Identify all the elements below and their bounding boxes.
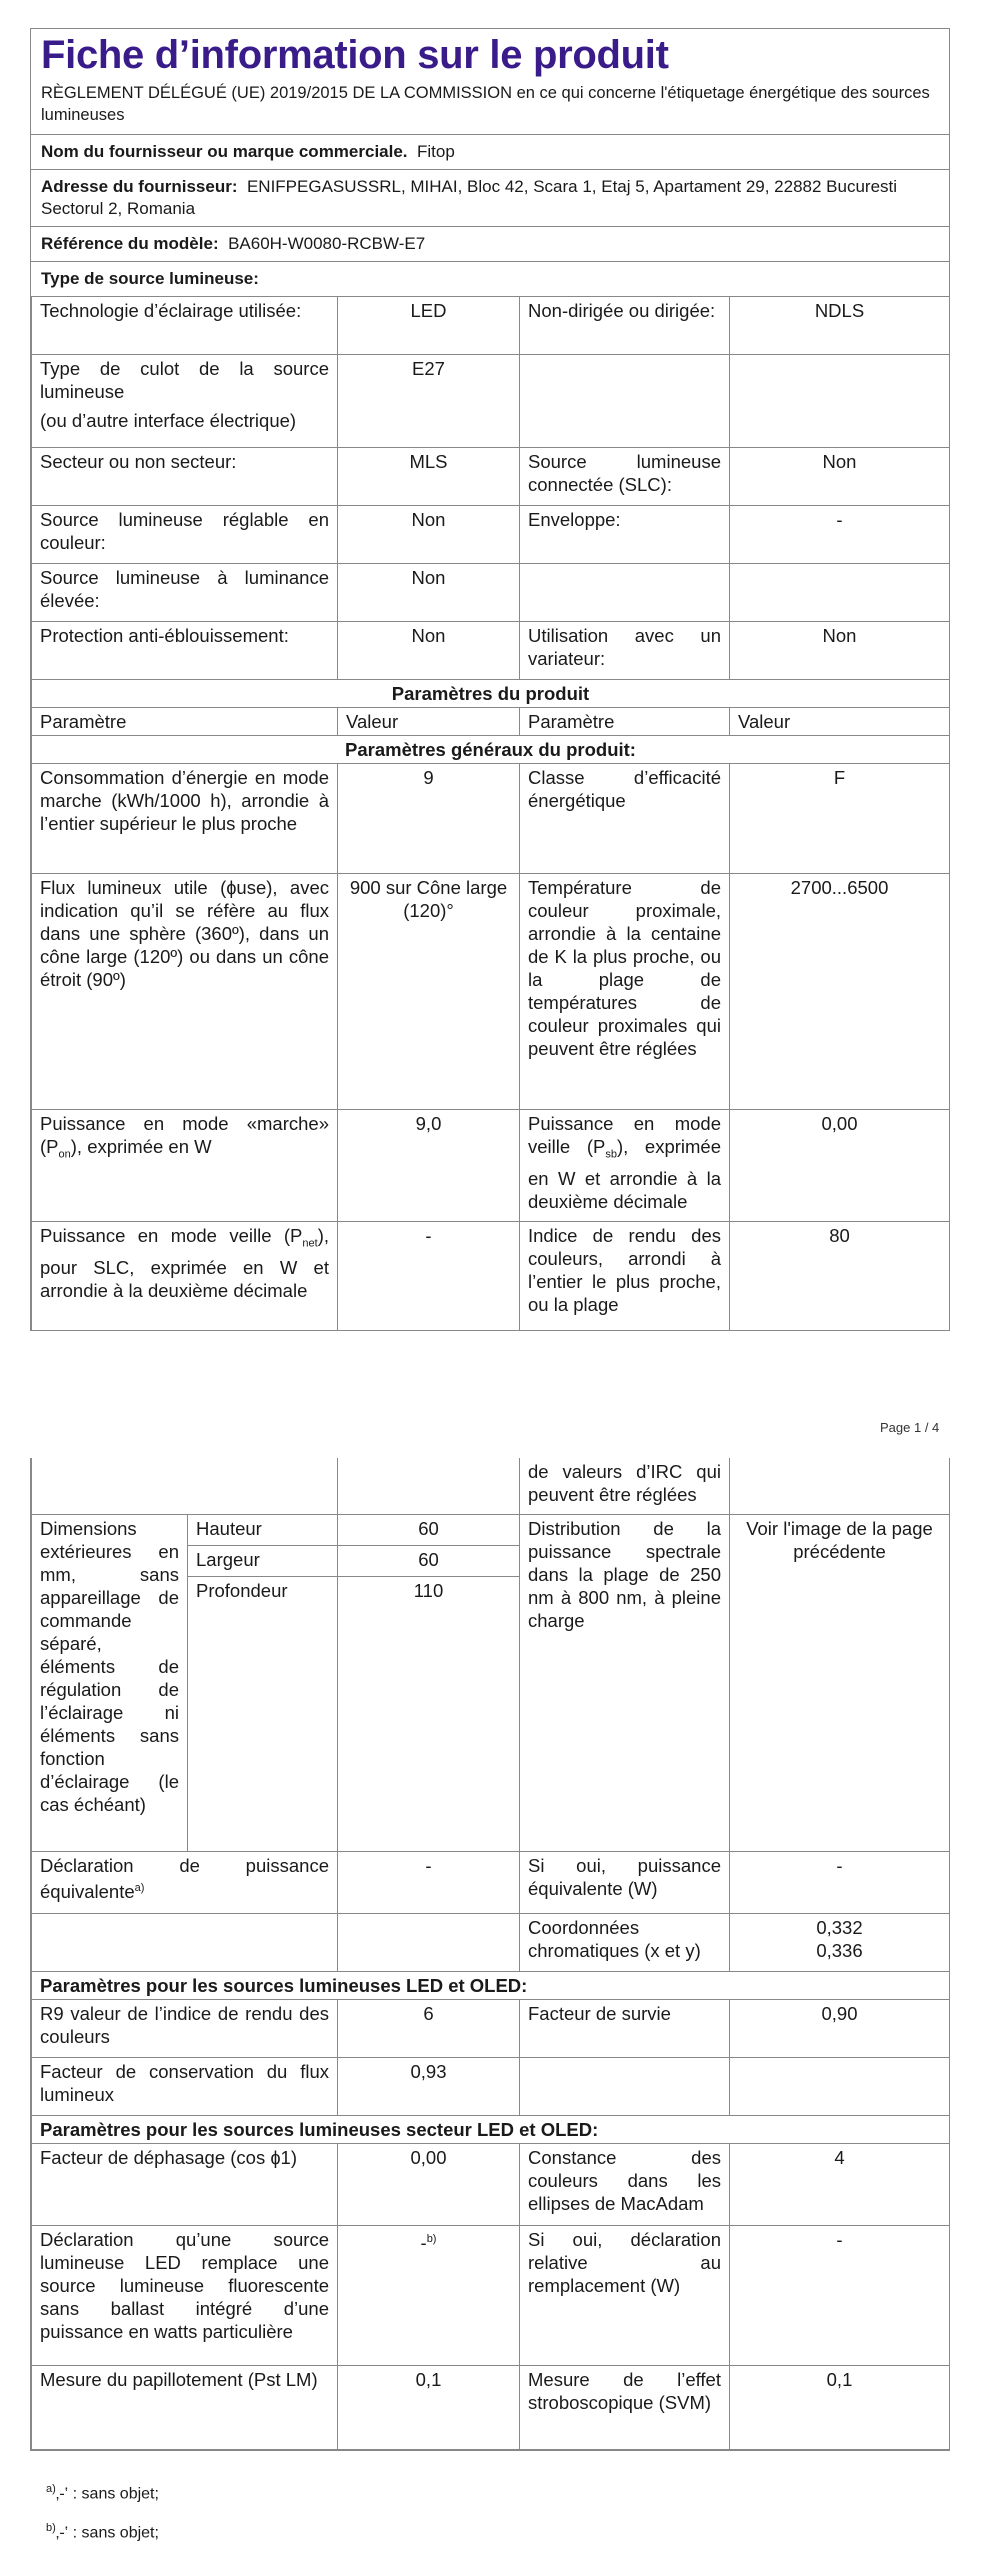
supplier-name-value: Fitop xyxy=(416,142,455,161)
cap-type-value: E27 xyxy=(338,355,520,448)
supplier-name-row xyxy=(31,135,949,170)
cap-type-label: Type de culot de la source lumineuse (ou d’autre interface électrique) xyxy=(32,355,338,448)
dimmer-label: Utilisation avec un variateur: xyxy=(520,622,730,680)
supplier-address-label: Adresse du fournisseur: xyxy=(41,177,238,196)
width-label: Largeur xyxy=(188,1545,338,1576)
equivalent-power-label: Déclaration de puissance équivalente$^{a)}$ xyxy=(32,1851,338,1913)
source-type-table xyxy=(31,296,950,1330)
r9-label: R9 valeur de l’indice de rendu des couleurs xyxy=(32,1999,338,2057)
supplier-name-label: Nom du fournisseur ou marque commerciale. xyxy=(41,142,408,161)
chromaticity-y: 0,336 xyxy=(816,1939,863,1961)
cri-label-part2: de valeurs d’IRC qui peuvent être réglées xyxy=(520,1458,730,1514)
envelope-label: Enveloppe: xyxy=(520,506,730,564)
mains-label: Secteur ou non secteur: xyxy=(32,448,338,506)
cri-value: 80 xyxy=(730,1222,950,1330)
product-sheet-page-2 xyxy=(30,1458,950,2451)
energy-class-value: F xyxy=(730,764,950,874)
spectral-value: Voir l'image de la page précédente xyxy=(730,1514,950,1851)
replacement-watts-value: - xyxy=(730,2225,950,2365)
colour-tunable-value: Non xyxy=(338,506,520,564)
led-params-header: Paramètres pour les sources lumineuses LED et OLED: xyxy=(32,1971,950,1999)
cri-label-part1: Indice de rendu des couleurs, arrondi à l’entier le plus proche, ou la plage xyxy=(520,1222,730,1330)
source-type-heading: Type de source lumineuse: xyxy=(41,269,259,288)
directional-label: Non-dirigée ou dirigée: xyxy=(520,297,730,355)
high-luminance-value: Non xyxy=(338,564,520,622)
survival-factor-label: Facteur de survie xyxy=(520,1999,730,2057)
mains-led-params-header: Paramètres pour les sources lumineuses secteur LED et OLED: xyxy=(32,2115,950,2143)
stroboscopic-value: 0,1 xyxy=(730,2365,950,2449)
height-label: Hauteur xyxy=(188,1514,338,1545)
tech-label: Technologie d’éclairage utilisée: xyxy=(32,297,338,355)
dimensions-label: Dimensions extérieures en mm, sans appareillage de commande séparé, éléments de régulation de l’éclairage ni éléments sans fonction d’éclairage (le cas échéant) xyxy=(32,1514,188,1851)
connected-label: Source lumineuse connectée (SLC): xyxy=(520,448,730,506)
survival-factor-value: 0,90 xyxy=(730,1999,950,2057)
directional-value: NDLS xyxy=(730,297,950,355)
standby-power-label: Puissance en mode veille $(P_{sb})$, exprimée en W et arrondie à la deuxième décimale xyxy=(520,1110,730,1222)
col-value-2: Valeur xyxy=(730,708,950,736)
connected-value: Non xyxy=(730,448,950,506)
supplier-address-value: ENIFPEGASUSSRL, MIHAI, Bloc 42, Scara 1, Etaj 5, Apartament 29, 22882 Bucuresti Sectorul 2, Romania xyxy=(41,177,898,218)
chromaticity-x: 0,332 xyxy=(816,1916,863,1938)
on-mode-power-label: Puissance en mode «marche» $(P_{on})$, exprimée en W xyxy=(32,1110,338,1222)
mains-value: MLS xyxy=(338,448,520,506)
fluorescent-replacement-value: -$^{b)}$ xyxy=(338,2225,520,2365)
replacement-watts-label: Si oui, déclaration relative au remplacement (W) xyxy=(520,2225,730,2365)
col-param-1: Paramètre xyxy=(32,708,338,736)
model-reference-label: Référence du modèle: xyxy=(41,234,219,253)
product-params-header: Paramètres du produit xyxy=(32,680,950,708)
macadam-label: Constance des couleurs dans les ellipses de MacAdam xyxy=(520,2143,730,2225)
page-title: Fiche d’information sur le produit xyxy=(41,33,669,77)
lumen-maintenance-value: 0,93 xyxy=(338,2057,520,2115)
parameters-table-continued xyxy=(31,1458,950,2450)
envelope-value: - xyxy=(730,506,950,564)
equivalent-watts-value: - xyxy=(730,1851,950,1913)
on-mode-power-value: 9,0 xyxy=(338,1110,520,1222)
depth-value: 110 xyxy=(338,1577,520,1851)
macadam-value: 4 xyxy=(730,2143,950,2225)
anti-glare-value: Non xyxy=(338,622,520,680)
supplier-address-row xyxy=(31,170,949,227)
regulation-text: RÈGLEMENT DÉLÉGUÉ (UE) 2019/2015 DE LA COMMISSION en ce qui concerne l'étiquetage énergétique des sources lumineuses xyxy=(31,80,949,135)
fluorescent-replacement-label: Déclaration qu’une source lumineuse LED remplace une source lumineuse fluorescente sans ballast intégré d’une puissance en watts particulière xyxy=(32,2225,338,2365)
energy-consumption-label: Consommation d’énergie en mode marche (kWh/1000 h), arrondie à l’entier supérieur le plus proche xyxy=(32,764,338,874)
general-params-header: Paramètres généraux du produit: xyxy=(32,736,950,764)
flicker-label: Mesure du papillotement (Pst LM) xyxy=(32,2365,338,2449)
depth-label: Profondeur xyxy=(188,1577,338,1851)
spectral-label: Distribution de la puissance spectrale dans la plage de 250 nm à 800 nm, à pleine charge xyxy=(520,1514,730,1851)
luminous-flux-label: Flux lumineux utile (ɸuse), avec indication qu’il se réfère au flux dans une sphère (360º), dans un cône large (120º) ou dans un cône étroit (90º) xyxy=(32,874,338,1110)
chromaticity-value xyxy=(730,1913,950,1971)
chromaticity-label: Coordonnées chromatiques (x et y) xyxy=(520,1913,730,1971)
col-param-2: Paramètre xyxy=(520,708,730,736)
width-value: 60 xyxy=(338,1545,520,1576)
footnotes xyxy=(46,2472,159,2551)
luminous-flux-value: 900 sur Cône large (120)° xyxy=(338,874,520,1110)
footnote-b: $^{b)}$‚-‛ : sans objet; xyxy=(46,2522,159,2542)
anti-glare-label: Protection anti-éblouissement: xyxy=(32,622,338,680)
col-value-1: Valeur xyxy=(338,708,520,736)
flicker-value: 0,1 xyxy=(338,2365,520,2449)
lumen-maintenance-label: Facteur de conservation du flux lumineux xyxy=(32,2057,338,2115)
dimmer-value: Non xyxy=(730,622,950,680)
standby-power-value: 0,00 xyxy=(730,1110,950,1222)
high-luminance-label: Source lumineuse à luminance élevée: xyxy=(32,564,338,622)
model-reference-value: BA60H-W0080-RCBW-E7 xyxy=(228,234,426,253)
energy-class-label: Classe d’efficacité énergétique xyxy=(520,764,730,874)
energy-consumption-value: 9 xyxy=(338,764,520,874)
colour-tunable-label: Source lumineuse réglable en couleur: xyxy=(32,506,338,564)
r9-value: 6 xyxy=(338,1999,520,2057)
stroboscopic-label: Mesure de l’effet stroboscopique (SVM) xyxy=(520,2365,730,2449)
networked-standby-label: Puissance en mode veille $(P_{net})$, pour SLC, exprimée en W et arrondie à la deuxième décimale xyxy=(32,1222,338,1330)
page-number: Page 1 / 4 xyxy=(880,1420,940,1435)
footnote-a: $^{a)}$‚-‛ : sans objet; xyxy=(46,2483,159,2503)
equivalent-power-value: - xyxy=(338,1851,520,1913)
model-reference-row xyxy=(31,227,949,262)
product-sheet-page-1 xyxy=(30,28,950,1331)
tech-value: LED xyxy=(338,297,520,355)
cct-value: 2700...6500 xyxy=(730,874,950,1110)
power-factor-label: Facteur de déphasage (cos ɸ1) xyxy=(32,2143,338,2225)
power-factor-value: 0,00 xyxy=(338,2143,520,2225)
networked-standby-value: - xyxy=(338,1222,520,1330)
equivalent-watts-label: Si oui, puissance équivalente (W) xyxy=(520,1851,730,1913)
cct-label: Température de couleur proximale, arrondie à la centaine de K la plus proche, ou la plage de températures de couleur proximales qui peuvent être réglées xyxy=(520,874,730,1110)
height-value: 60 xyxy=(338,1514,520,1545)
